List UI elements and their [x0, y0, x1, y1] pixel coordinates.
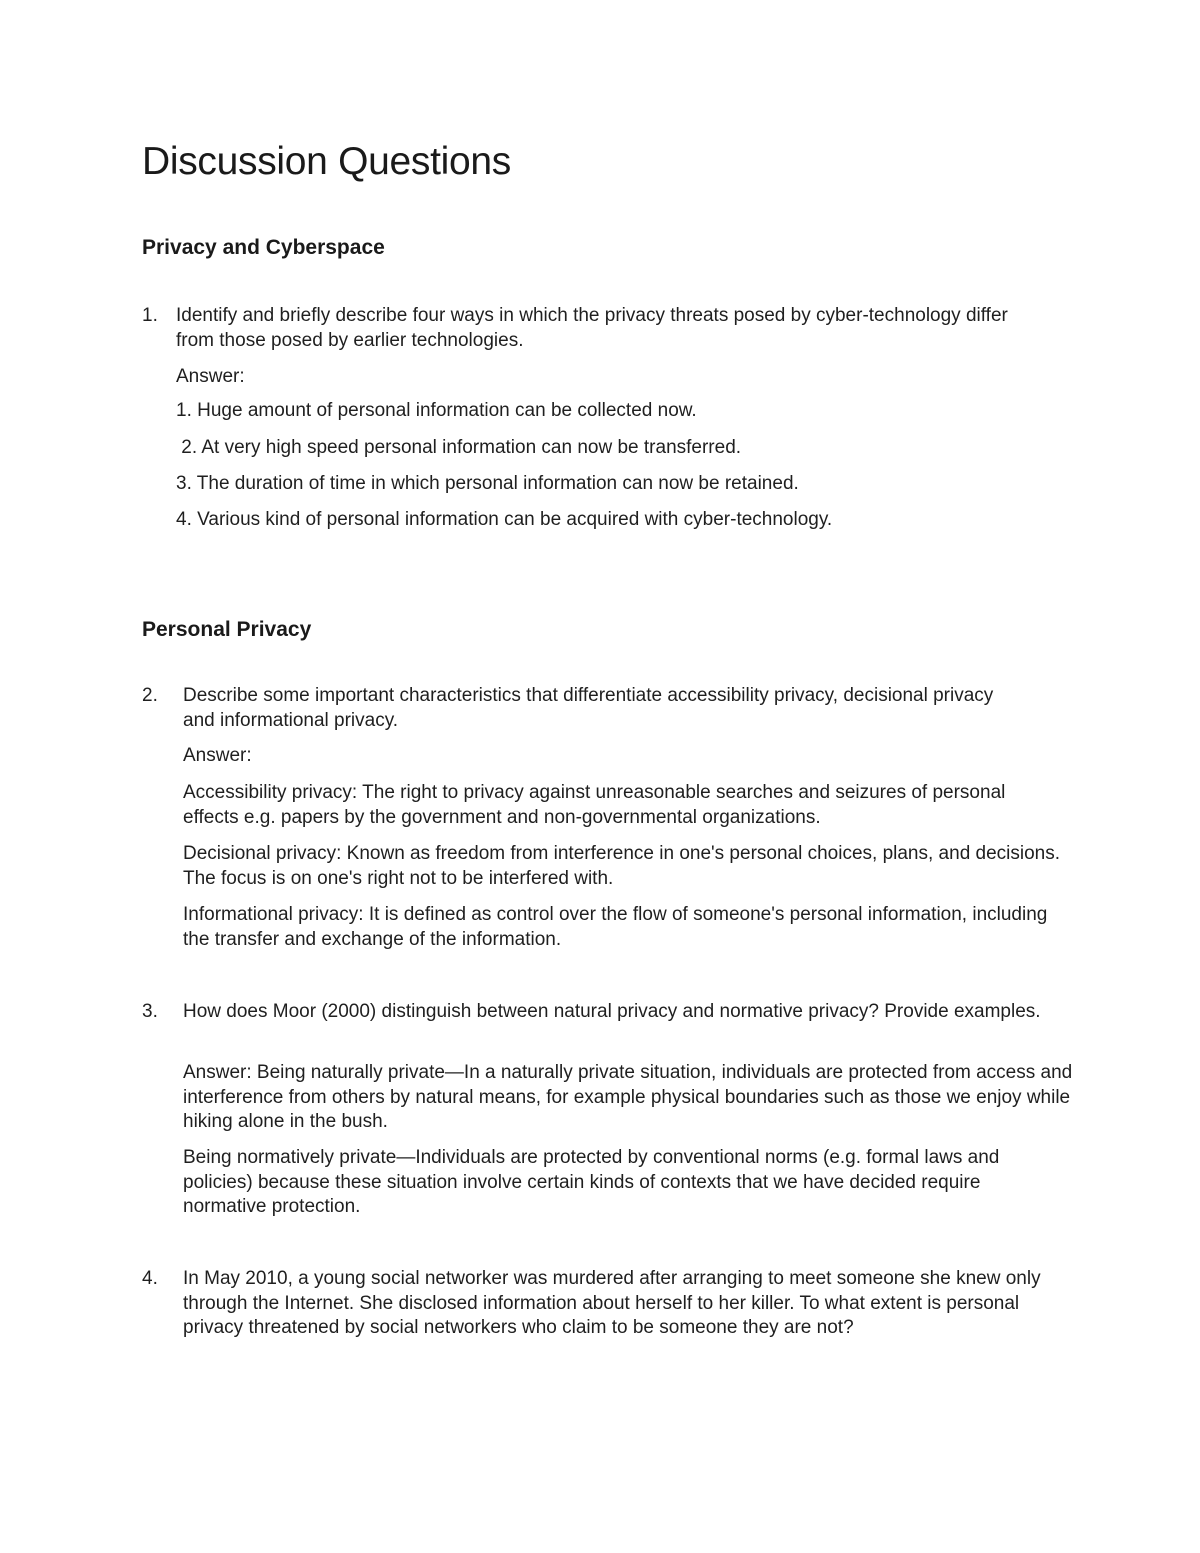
section-heading-personal-privacy: Personal Privacy [142, 618, 312, 641]
answer-item: 2. At very high speed personal information can now be transferred. [176, 437, 742, 458]
question-number: 2. [142, 685, 158, 706]
question-number: 4. [142, 1268, 158, 1289]
answer-paragraph: Informational privacy: It is defined as control over the flow of someone's personal information, including the transfer and exchange of the information. [183, 904, 1048, 950]
answer-item: 3. The duration of time in which personal information can now be retained. [176, 473, 799, 494]
answer-paragraph: Decisional privacy: Known as freedom from interference in one's personal choices, plans, and decisions. The focus is on one's right not to be interfered with. [183, 843, 1061, 889]
answer-paragraph: Accessibility privacy: The right to privacy against unreasonable searches and seizures of personal effects e.g. papers by the government and non-governmental organizations. [183, 782, 1006, 828]
answer-item: 1. Huge amount of personal information can be collected now. [176, 400, 697, 421]
question-text: In May 2010, a young social networker was murdered after arranging to meet someone she knew only through the Internet. She disclosed information about herself to her killer. To what extent is personal privacy threatened by social networkers who claim to be someone they are not? [183, 1268, 1041, 1338]
answer-paragraph: Answer: Being naturally private—In a naturally private situation, individuals are protected from access and interference from others by natural means, for example physical boundaries such as those we enjoy while hiking alone in the bush. [183, 1062, 1073, 1132]
answer-label: Answer: [176, 366, 245, 387]
answer-item: 4. Various kind of personal information can be acquired with cyber-technology. [176, 509, 833, 530]
section-heading-privacy-and-cyberspace: Privacy and Cyberspace [142, 236, 385, 259]
question-number: 3. [142, 1001, 158, 1022]
answer-paragraph: Being normatively private—Individuals are protected by conventional norms (e.g. formal laws and policies) because these situation involve certain kinds of contexts that we have decided require normative protection. [183, 1147, 1000, 1217]
question-text: Identify and briefly describe four ways in which the privacy threats posed by cyber-technology differ from those posed by earlier technologies. [176, 305, 1008, 351]
question-text: Describe some important characteristics that differentiate accessibility privacy, decisional privacy and informational privacy. [183, 685, 994, 731]
answer-label: Answer: [183, 745, 252, 766]
question-number: 1. [142, 305, 158, 326]
question-text: How does Moor (2000) distinguish between natural privacy and normative privacy? Provide examples. [183, 1001, 1041, 1022]
document-title: Discussion Questions [142, 140, 511, 183]
